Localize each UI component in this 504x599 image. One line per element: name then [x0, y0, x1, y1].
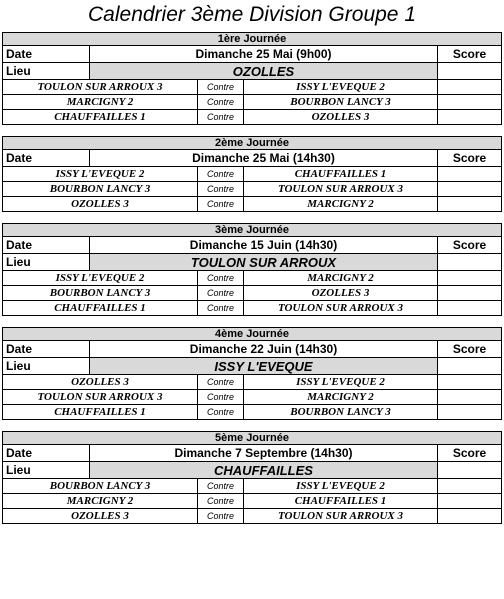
versus-label: Contre — [198, 286, 244, 301]
away-team: OZOLLES 3 — [244, 110, 438, 125]
match-row — [2, 110, 502, 125]
date-row — [2, 445, 502, 462]
round-title: 4ème Journée — [2, 327, 502, 341]
round-header-row — [2, 136, 502, 150]
home-team: MARCIGNY 2 — [2, 494, 198, 509]
versus-label: Contre — [198, 301, 244, 316]
date-row — [2, 237, 502, 254]
home-team: OZOLLES 3 — [2, 509, 198, 524]
date-label: Date — [2, 150, 90, 167]
away-team: ISSY L'EVEQUE 2 — [244, 479, 438, 494]
lieu-score-cell — [438, 462, 502, 479]
match-row — [2, 95, 502, 110]
home-team: MARCIGNY 2 — [2, 95, 198, 110]
away-team: CHAUFFAILLES 1 — [244, 167, 438, 182]
versus-label: Contre — [198, 197, 244, 212]
date-row — [2, 150, 502, 167]
match-row — [2, 182, 502, 197]
away-team: TOULON SUR ARROUX 3 — [244, 301, 438, 316]
round-block — [2, 327, 502, 420]
round-date: Dimanche 15 Juin (14h30) — [90, 237, 438, 254]
home-team: OZOLLES 3 — [2, 375, 198, 390]
lieu-score-cell — [438, 254, 502, 271]
lieu-label: Lieu — [2, 358, 90, 375]
versus-label: Contre — [198, 110, 244, 125]
score-label: Score — [438, 237, 502, 254]
round-header-row — [2, 431, 502, 445]
match-row — [2, 271, 502, 286]
score-cell[interactable] — [438, 286, 502, 301]
match-row — [2, 390, 502, 405]
away-team: ISSY L'EVEQUE 2 — [244, 80, 438, 95]
round-title: 1ère Journée — [2, 32, 502, 46]
versus-label: Contre — [198, 479, 244, 494]
round-header-row — [2, 223, 502, 237]
home-team: TOULON SUR ARROUX 3 — [2, 390, 198, 405]
versus-label: Contre — [198, 390, 244, 405]
away-team: TOULON SUR ARROUX 3 — [244, 182, 438, 197]
score-cell[interactable] — [438, 390, 502, 405]
score-cell[interactable] — [438, 167, 502, 182]
round-title: 5ème Journée — [2, 431, 502, 445]
score-cell[interactable] — [438, 479, 502, 494]
away-team: BOURBON LANCY 3 — [244, 405, 438, 420]
lieu-label: Lieu — [2, 462, 90, 479]
score-label: Score — [438, 46, 502, 63]
match-row — [2, 286, 502, 301]
versus-label: Contre — [198, 375, 244, 390]
round-block — [2, 136, 502, 212]
lieu-row — [2, 358, 502, 375]
round-venue: OZOLLES — [90, 63, 438, 80]
lieu-row — [2, 254, 502, 271]
score-cell[interactable] — [438, 110, 502, 125]
lieu-label: Lieu — [2, 254, 90, 271]
home-team: ISSY L'EVEQUE 2 — [2, 271, 198, 286]
score-cell[interactable] — [438, 301, 502, 316]
score-cell[interactable] — [438, 197, 502, 212]
away-team: MARCIGNY 2 — [244, 390, 438, 405]
round-venue: ISSY L'EVEQUE — [90, 358, 438, 375]
home-team: BOURBON LANCY 3 — [2, 286, 198, 301]
away-team: CHAUFFAILLES 1 — [244, 494, 438, 509]
away-team: MARCIGNY 2 — [244, 197, 438, 212]
away-team: ISSY L'EVEQUE 2 — [244, 375, 438, 390]
versus-label: Contre — [198, 405, 244, 420]
date-label: Date — [2, 237, 90, 254]
date-row — [2, 341, 502, 358]
score-cell[interactable] — [438, 405, 502, 420]
home-team: CHAUFFAILLES 1 — [2, 301, 198, 316]
home-team: BOURBON LANCY 3 — [2, 479, 198, 494]
round-block — [2, 32, 502, 125]
round-block — [2, 431, 502, 524]
score-cell[interactable] — [438, 375, 502, 390]
match-row — [2, 375, 502, 390]
score-cell[interactable] — [438, 494, 502, 509]
score-label: Score — [438, 150, 502, 167]
home-team: TOULON SUR ARROUX 3 — [2, 80, 198, 95]
match-row — [2, 197, 502, 212]
round-header-row — [2, 327, 502, 341]
versus-label: Contre — [198, 509, 244, 524]
match-row — [2, 509, 502, 524]
versus-label: Contre — [198, 182, 244, 197]
date-label: Date — [2, 46, 90, 63]
match-row — [2, 167, 502, 182]
home-team: OZOLLES 3 — [2, 197, 198, 212]
round-block — [2, 223, 502, 316]
round-title: 2ème Journée — [2, 136, 502, 150]
lieu-score-cell — [438, 63, 502, 80]
away-team: MARCIGNY 2 — [244, 271, 438, 286]
lieu-score-cell — [438, 358, 502, 375]
home-team: CHAUFFAILLES 1 — [2, 405, 198, 420]
round-date: Dimanche 25 Mai (9h00) — [90, 46, 438, 63]
score-label: Score — [438, 445, 502, 462]
score-cell[interactable] — [438, 271, 502, 286]
home-team: ISSY L'EVEQUE 2 — [2, 167, 198, 182]
score-cell[interactable] — [438, 182, 502, 197]
lieu-row — [2, 462, 502, 479]
score-label: Score — [438, 341, 502, 358]
round-venue: TOULON SUR ARROUX — [90, 254, 438, 271]
versus-label: Contre — [198, 271, 244, 286]
round-header-row — [2, 32, 502, 46]
date-row — [2, 46, 502, 63]
round-date: Dimanche 25 Mai (14h30) — [90, 150, 438, 167]
round-title: 3ème Journée — [2, 223, 502, 237]
match-row — [2, 479, 502, 494]
round-venue: CHAUFFAILLES — [90, 462, 438, 479]
home-team: BOURBON LANCY 3 — [2, 182, 198, 197]
match-row — [2, 405, 502, 420]
match-row — [2, 494, 502, 509]
round-date: Dimanche 7 Septembre (14h30) — [90, 445, 438, 462]
away-team: OZOLLES 3 — [244, 286, 438, 301]
match-row — [2, 301, 502, 316]
page-title: Calendrier 3ème Division Groupe 1 — [88, 3, 416, 26]
away-team: TOULON SUR ARROUX 3 — [244, 509, 438, 524]
score-cell[interactable] — [438, 95, 502, 110]
date-label: Date — [2, 341, 90, 358]
versus-label: Contre — [198, 80, 244, 95]
lieu-label: Lieu — [2, 63, 90, 80]
home-team: CHAUFFAILLES 1 — [2, 110, 198, 125]
versus-label: Contre — [198, 95, 244, 110]
round-date: Dimanche 22 Juin (14h30) — [90, 341, 438, 358]
versus-label: Contre — [198, 167, 244, 182]
schedule-table — [2, 32, 502, 535]
score-cell[interactable] — [438, 80, 502, 95]
lieu-row — [2, 63, 502, 80]
away-team: BOURBON LANCY 3 — [244, 95, 438, 110]
versus-label: Contre — [198, 494, 244, 509]
date-label: Date — [2, 445, 90, 462]
match-row — [2, 80, 502, 95]
score-cell[interactable] — [438, 509, 502, 524]
